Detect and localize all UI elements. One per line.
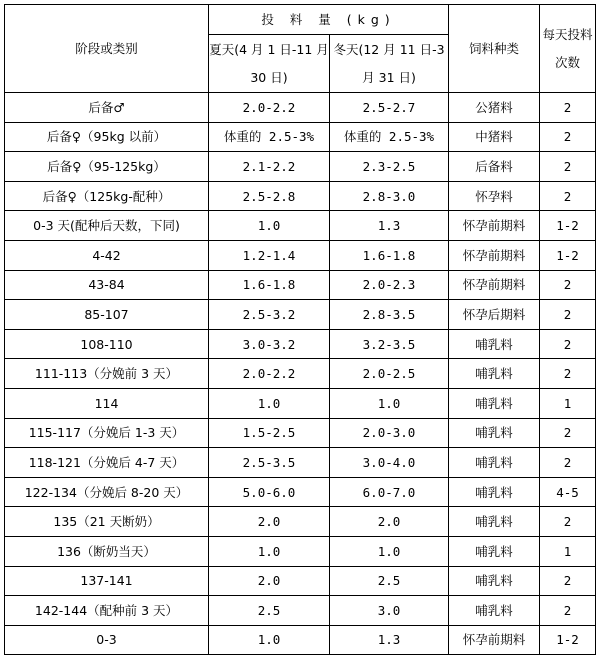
cell-stage: 118-121（分娩后 4-7 天） [5, 448, 209, 478]
cell-summer-amount: 2.0 [209, 566, 330, 596]
cell-summer-amount: 3.0-3.2 [209, 329, 330, 359]
cell-stage: 108-110 [5, 329, 209, 359]
cell-summer-amount: 1.0 [209, 211, 330, 241]
header-summer: 夏天(4 月 1 日-11 月 30 日) [209, 35, 330, 93]
table-row [5, 359, 596, 389]
cell-times-per-day: 2 [540, 566, 596, 596]
cell-summer-amount: 1.2-1.4 [209, 240, 330, 270]
cell-summer-amount: 2.0 [209, 507, 330, 537]
cell-winter-amount: 2.0-3.0 [330, 418, 449, 448]
cell-winter-amount: 1.6-1.8 [330, 240, 449, 270]
cell-times-per-day: 2 [540, 448, 596, 478]
cell-winter-amount: 2.5-2.7 [330, 93, 449, 123]
cell-feed-type: 哺乳料 [449, 566, 540, 596]
cell-summer-amount: 2.0-2.2 [209, 359, 330, 389]
cell-stage: 137-141 [5, 566, 209, 596]
cell-times-per-day: 1 [540, 536, 596, 566]
cell-stage: 43-84 [5, 270, 209, 300]
cell-winter-amount: 2.8-3.5 [330, 300, 449, 330]
cell-stage: 122-134（分娩后 8-20 天） [5, 477, 209, 507]
cell-summer-amount: 2.5-2.8 [209, 181, 330, 211]
cell-stage: 4-42 [5, 240, 209, 270]
cell-summer-amount: 2.5-3.2 [209, 300, 330, 330]
cell-feed-type: 哺乳料 [449, 448, 540, 478]
cell-stage: 后备♀（125kg-配种） [5, 181, 209, 211]
table-row [5, 388, 596, 418]
header-winter: 冬天(12 月 11 日-3 月 31 日) [330, 35, 449, 93]
cell-summer-amount: 2.5 [209, 596, 330, 626]
cell-times-per-day: 1-2 [540, 625, 596, 655]
cell-winter-amount: 1.0 [330, 388, 449, 418]
table-row [5, 536, 596, 566]
cell-stage: 115-117（分娩后 1-3 天） [5, 418, 209, 448]
cell-times-per-day: 2 [540, 596, 596, 626]
cell-winter-amount: 2.8-3.0 [330, 181, 449, 211]
cell-winter-amount: 1.0 [330, 536, 449, 566]
cell-times-per-day: 1-2 [540, 211, 596, 241]
header-feed-type: 饲料种类 [449, 5, 540, 93]
cell-stage: 135（21 天断奶） [5, 507, 209, 537]
table-row [5, 240, 596, 270]
cell-times-per-day: 2 [540, 329, 596, 359]
cell-winter-amount: 1.3 [330, 211, 449, 241]
cell-feed-type: 哺乳料 [449, 596, 540, 626]
cell-feed-type: 哺乳料 [449, 536, 540, 566]
cell-summer-amount: 2.5-3.5 [209, 448, 330, 478]
cell-feed-type: 怀孕后期料 [449, 300, 540, 330]
header-stage: 阶段或类别 [5, 5, 209, 93]
table-row [5, 625, 596, 655]
cell-feed-type: 怀孕料 [449, 181, 540, 211]
cell-stage: 114 [5, 388, 209, 418]
cell-stage: 85-107 [5, 300, 209, 330]
table-body [5, 93, 596, 655]
cell-summer-amount: 2.1-2.2 [209, 152, 330, 182]
cell-winter-amount: 3.0-4.0 [330, 448, 449, 478]
cell-summer-amount: 5.0-6.0 [209, 477, 330, 507]
cell-feed-type: 哺乳料 [449, 359, 540, 389]
table-row [5, 507, 596, 537]
cell-times-per-day: 2 [540, 270, 596, 300]
cell-summer-amount: 体重的 2.5-3% [209, 122, 330, 152]
table-row [5, 152, 596, 182]
cell-stage: 136（断奶当天） [5, 536, 209, 566]
cell-feed-type: 后备料 [449, 152, 540, 182]
cell-feed-type: 哺乳料 [449, 477, 540, 507]
cell-times-per-day: 1 [540, 388, 596, 418]
table-row [5, 329, 596, 359]
cell-summer-amount: 1.5-2.5 [209, 418, 330, 448]
cell-feed-type: 怀孕前期料 [449, 240, 540, 270]
cell-times-per-day: 2 [540, 300, 596, 330]
cell-summer-amount: 1.0 [209, 536, 330, 566]
cell-feed-type: 哺乳料 [449, 388, 540, 418]
cell-feed-type: 哺乳料 [449, 418, 540, 448]
cell-feed-type: 怀孕前期料 [449, 625, 540, 655]
cell-winter-amount: 2.5 [330, 566, 449, 596]
cell-winter-amount: 体重的 2.5-3% [330, 122, 449, 152]
cell-summer-amount: 1.6-1.8 [209, 270, 330, 300]
cell-times-per-day: 4-5 [540, 477, 596, 507]
feeding-schedule-table [4, 4, 596, 655]
cell-feed-type: 哺乳料 [449, 507, 540, 537]
cell-winter-amount: 2.0 [330, 507, 449, 537]
cell-times-per-day: 2 [540, 181, 596, 211]
cell-times-per-day: 2 [540, 359, 596, 389]
cell-feed-type: 哺乳料 [449, 329, 540, 359]
table-row [5, 270, 596, 300]
cell-summer-amount: 1.0 [209, 625, 330, 655]
cell-winter-amount: 1.3 [330, 625, 449, 655]
cell-times-per-day: 1-2 [540, 240, 596, 270]
table-row [5, 93, 596, 123]
cell-times-per-day: 2 [540, 418, 596, 448]
cell-feed-type: 怀孕前期料 [449, 211, 540, 241]
cell-winter-amount: 2.3-2.5 [330, 152, 449, 182]
table-row [5, 300, 596, 330]
cell-stage: 0-3 [5, 625, 209, 655]
table-row [5, 211, 596, 241]
table-row [5, 418, 596, 448]
cell-times-per-day: 2 [540, 152, 596, 182]
cell-feed-type: 中猪料 [449, 122, 540, 152]
cell-times-per-day: 2 [540, 93, 596, 123]
cell-times-per-day: 2 [540, 122, 596, 152]
table-row [5, 566, 596, 596]
cell-stage: 142-144（配种前 3 天） [5, 596, 209, 626]
cell-times-per-day: 2 [540, 507, 596, 537]
cell-winter-amount: 3.2-3.5 [330, 329, 449, 359]
cell-stage: 0-3 天(配种后天数，下同) [5, 211, 209, 241]
cell-stage: 后备♀（95kg 以前） [5, 122, 209, 152]
cell-summer-amount: 1.0 [209, 388, 330, 418]
table-row [5, 181, 596, 211]
cell-summer-amount: 2.0-2.2 [209, 93, 330, 123]
cell-winter-amount: 3.0 [330, 596, 449, 626]
header-row-1 [5, 5, 596, 35]
cell-stage: 111-113（分娩前 3 天） [5, 359, 209, 389]
cell-feed-type: 公猪料 [449, 93, 540, 123]
cell-stage: 后备♂ [5, 93, 209, 123]
table-row [5, 448, 596, 478]
table-row [5, 477, 596, 507]
cell-stage: 后备♀（95-125kg） [5, 152, 209, 182]
table-row [5, 122, 596, 152]
cell-feed-type: 怀孕前期料 [449, 270, 540, 300]
header-feed-amount: 投 料 量 (kg) [209, 5, 449, 35]
cell-winter-amount: 2.0-2.3 [330, 270, 449, 300]
cell-winter-amount: 2.0-2.5 [330, 359, 449, 389]
header-times-per-day: 每天投料次数 [540, 5, 596, 93]
table-row [5, 596, 596, 626]
cell-winter-amount: 6.0-7.0 [330, 477, 449, 507]
